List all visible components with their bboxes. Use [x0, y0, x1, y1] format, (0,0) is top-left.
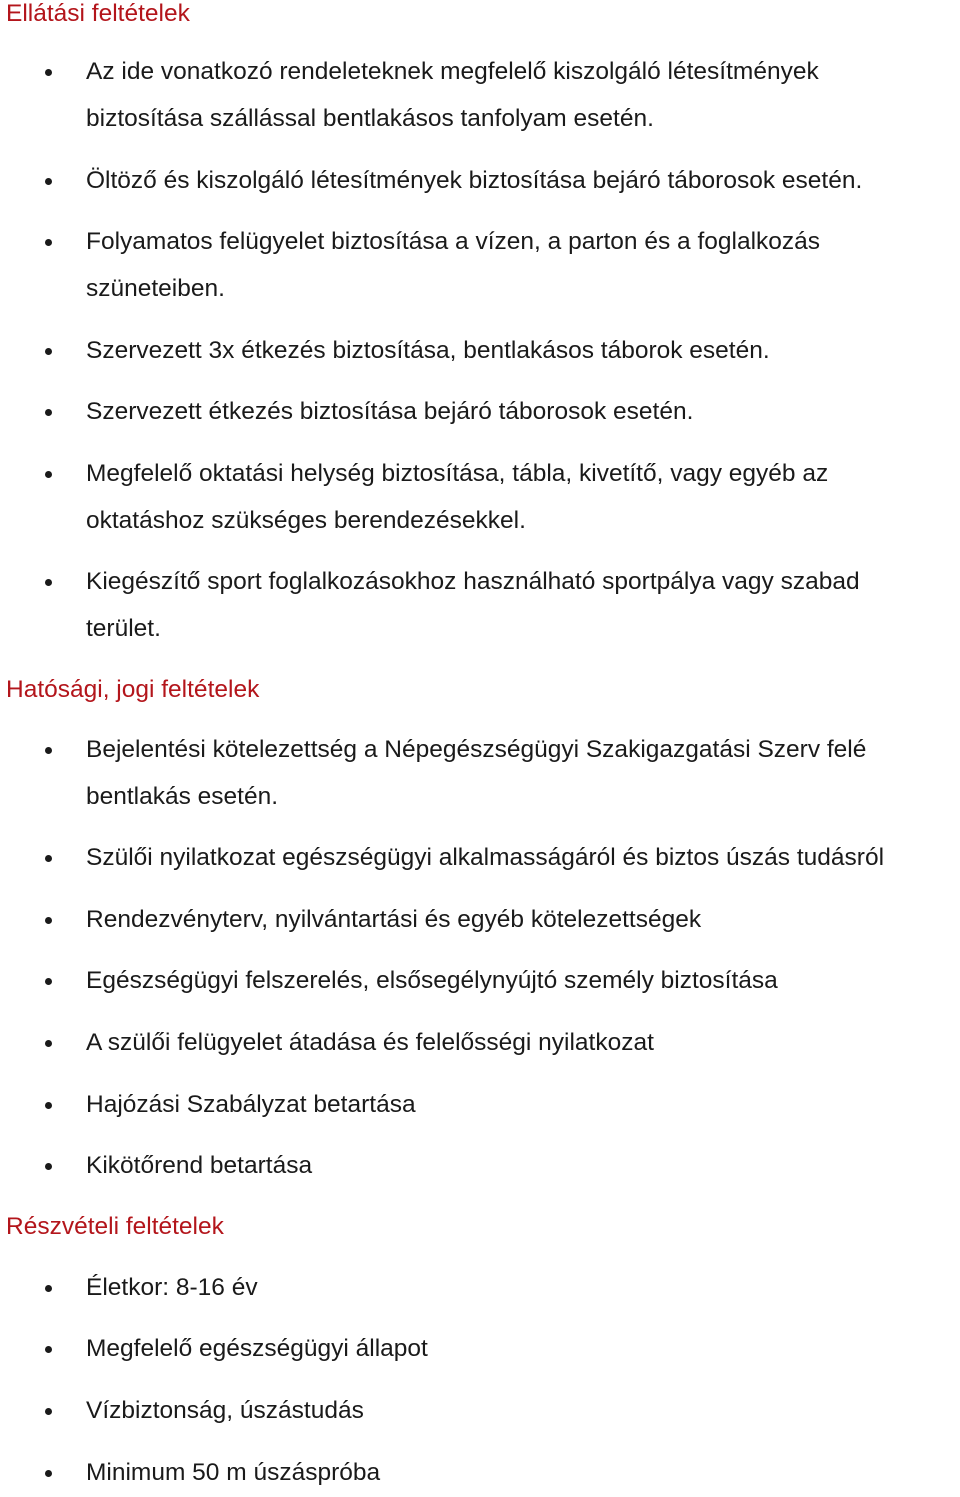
bullet-icon: [45, 1346, 52, 1353]
list-item-line: Kiegészítő sport foglalkozásokhoz használható sportpálya vagy szabad: [86, 568, 860, 595]
section-heading-legal: Hatósági, jogi feltételek: [6, 676, 260, 703]
list-item-line: Minimum 50 m úszáspróba: [86, 1459, 381, 1486]
bullet-icon: [45, 747, 52, 754]
bullet-icon: [45, 69, 52, 76]
list-item-line: Szervezett étkezés biztosítása bejáró táborosok esetén.: [86, 398, 694, 425]
list-item-line: Kikötőrend betartása: [86, 1152, 313, 1179]
bullet-icon: [45, 579, 52, 586]
list-item-line: Bejelentési kötelezettség a Népegészségügyi Szakigazgatási Szerv felé: [86, 736, 867, 763]
list-item-line: bentlakás esetén.: [86, 782, 279, 810]
list-item-line: Rendezvényterv, nyilvántartási és egyéb kötelezettségek: [86, 906, 702, 933]
bullet-icon: [45, 178, 52, 185]
list-item-line: Öltöző és kiszolgáló létesítmények biztosítása bejáró táborosok esetén.: [86, 167, 863, 194]
list-item-line: A szülői felügyelet átadása és felelősségi nyilatkozat: [86, 1029, 654, 1056]
list-item-line: Az ide vonatkozó rendeleteknek megfelelő kiszolgáló létesítmények: [86, 58, 819, 85]
bullet-icon: [45, 1285, 52, 1292]
bullet-icon: [45, 409, 52, 416]
bullet-icon: [45, 978, 52, 985]
bullet-icon: [45, 1102, 52, 1109]
list-item-line: Szervezett 3x étkezés biztosítása, bentlakásos táborok esetén.: [86, 337, 770, 364]
bullet-icon: [45, 348, 52, 355]
section-heading-participation: Részvételi feltételek: [6, 1213, 224, 1240]
list-item-line: Életkor: 8-16 év: [86, 1274, 258, 1301]
section-heading-supply: Ellátási feltételek: [6, 0, 190, 27]
list-item-line: terület.: [86, 614, 161, 642]
bullet-icon: [45, 1408, 52, 1415]
list-item-line: Szülői nyilatkozat egészségügyi alkalmasságáról és biztos úszás tudásról: [86, 844, 885, 871]
list-item-line: szüneteiben.: [86, 274, 225, 302]
bullet-icon: [45, 1163, 52, 1170]
list-item-line: Vízbiztonság, úszástudás: [86, 1397, 364, 1424]
list-item-line: Megfelelő egészségügyi állapot: [86, 1335, 428, 1362]
bullet-icon: [45, 1470, 52, 1477]
bullet-icon: [45, 239, 52, 246]
bullet-icon: [45, 471, 52, 478]
bullet-icon: [45, 855, 52, 862]
bullet-icon: [45, 917, 52, 924]
list-item-line: Hajózási Szabályzat betartása: [86, 1091, 416, 1118]
list-item-line: Egészségügyi felszerelés, elsősegélynyújtó személy biztosítása: [86, 967, 778, 994]
list-item-line: Folyamatos felügyelet biztosítása a vízen, a parton és a foglalkozás: [86, 228, 821, 255]
list-item-line: Megfelelő oktatási helység biztosítása, tábla, kivetítő, vagy egyéb az: [86, 460, 829, 487]
bullet-icon: [45, 1040, 52, 1047]
list-item-line: oktatáshoz szükséges berendezésekkel.: [86, 506, 526, 534]
list-item-line: biztosítása szállással bentlakásos tanfolyam esetén.: [86, 104, 654, 132]
